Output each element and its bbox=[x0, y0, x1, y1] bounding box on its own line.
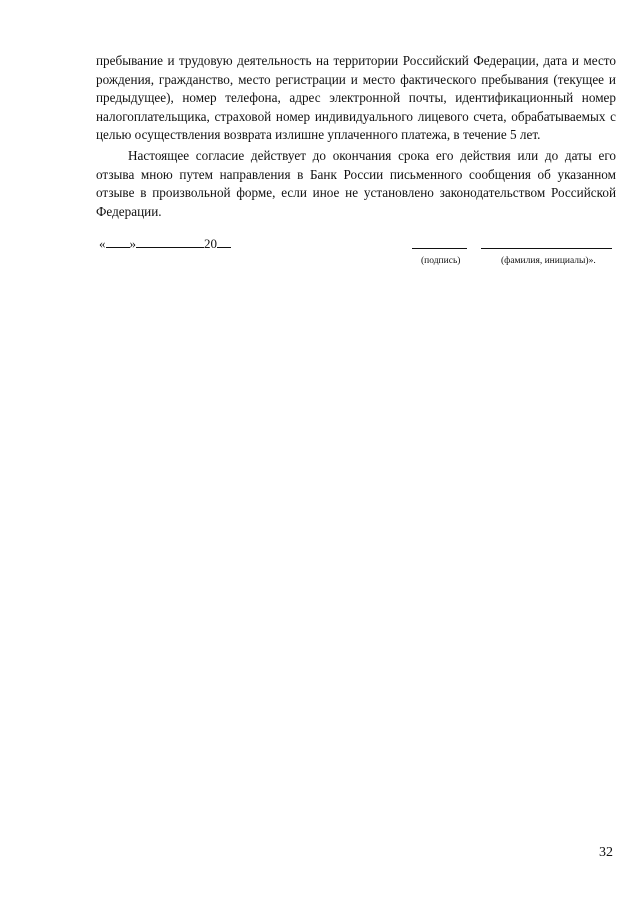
paragraph-personal-data: пребывание и трудовую деятельность на территории Российский Федерации, дата и место рождения, гражданство, место регистрации и место фактического пребывания (текущее и предыдущее), номер телефона, адрес электронной почты, идентификационный номер налогоплательщика, страховой номер индивидуального лицевого счета, обрабатываемых с целью осуществления возврата излишне уплаченного платежа, в течение 5 лет. bbox=[96, 53, 616, 143]
name-line bbox=[481, 248, 612, 249]
year-prefix: 20 bbox=[204, 236, 217, 251]
signature-caption: (подпись) bbox=[421, 256, 461, 266]
date-open-quote: « bbox=[99, 236, 106, 251]
name-caption: (фамилия, инициалы)». bbox=[501, 256, 596, 266]
body-text bbox=[96, 52, 616, 221]
date-field bbox=[99, 236, 231, 252]
date-close-quote: » bbox=[129, 236, 136, 251]
page-number: 32 bbox=[599, 845, 613, 860]
paragraph-consent-validity: Настоящее согласие действует до окончания срока его действия или до даты его отзыва мною путем направления в Банк России письменного сообщения об указанном отзыве в произвольной форме, если иное не установлено законодательством Российской Федерации. bbox=[96, 147, 616, 219]
month-blank bbox=[136, 236, 204, 248]
signature-line bbox=[412, 248, 467, 249]
year-blank bbox=[217, 236, 231, 248]
day-blank bbox=[106, 236, 130, 248]
